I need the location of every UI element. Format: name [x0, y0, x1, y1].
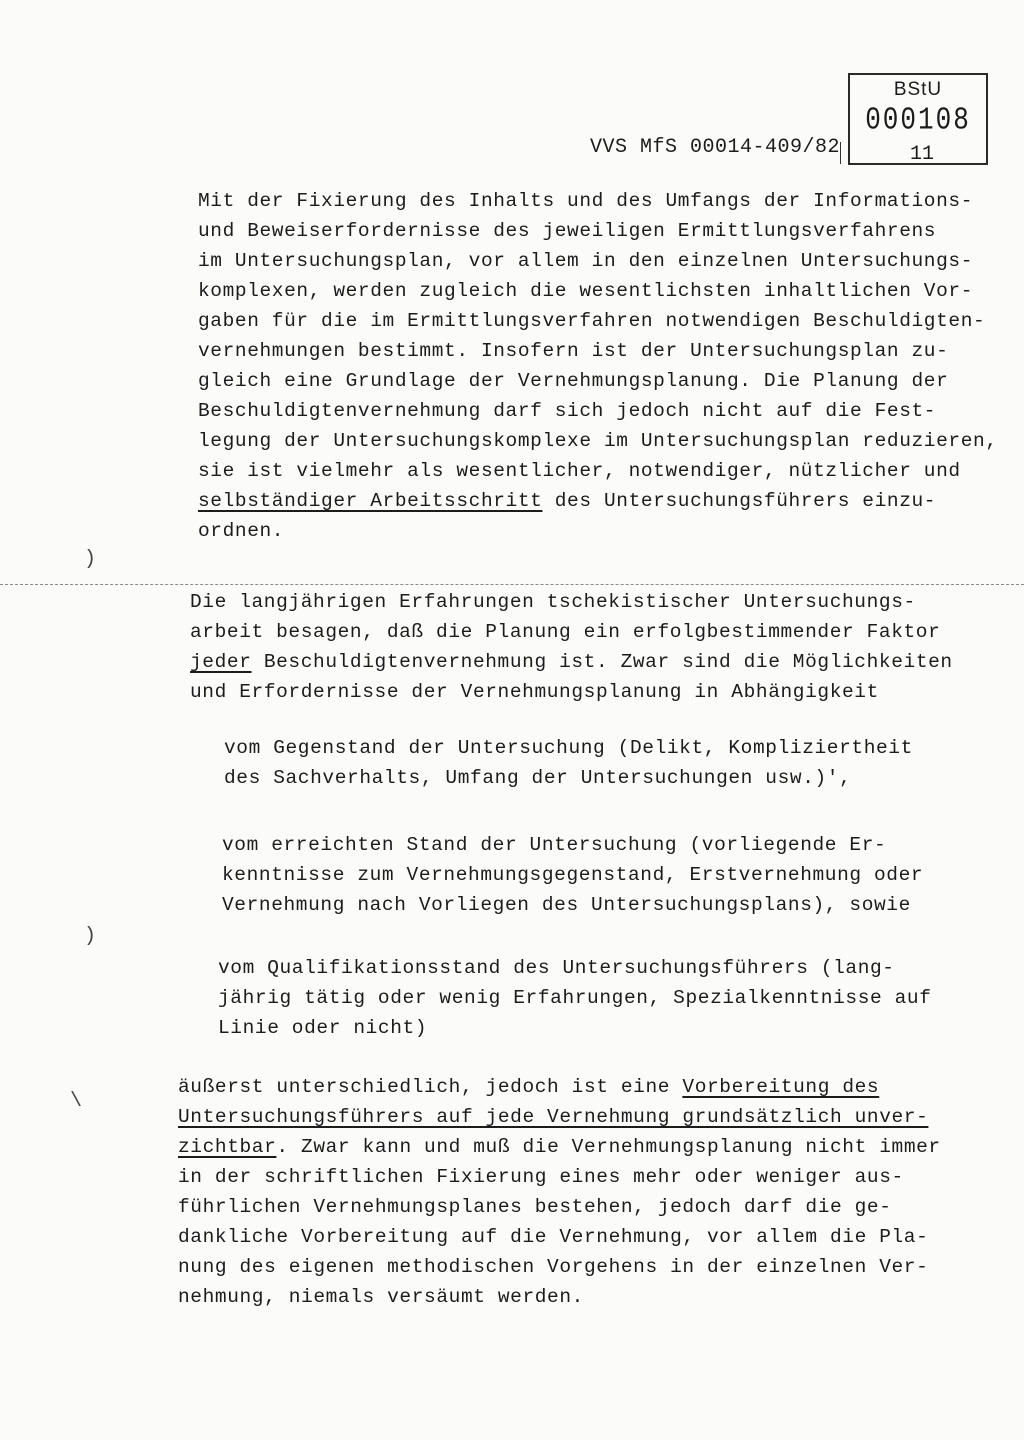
text-line: Vernehmung nach Vorliegen des Untersuchungsplans), sowie: [222, 894, 911, 916]
paragraph-1: [198, 186, 998, 546]
text-line: Beschuldigtenvernehmung ist. Zwar sind die Möglichkeiten: [251, 651, 953, 673]
list-item-1: [224, 733, 913, 793]
text-line: vernehmungen bestimmt. Insofern ist der Untersuchungsplan zu-: [198, 340, 949, 362]
text-line: des Untersuchungsführers einzu-: [542, 490, 937, 512]
text-line: . Zwar kann und muß die Vernehmungsplanung nicht immer: [276, 1136, 941, 1158]
list-item-3: [218, 953, 932, 1043]
paragraph-3: [178, 1072, 941, 1312]
text-line: führlichen Vernehmungsplanes bestehen, jedoch darf die ge-: [178, 1196, 892, 1218]
fold-line: [0, 584, 1024, 585]
text-line: jährig tätig oder wenig Erfahrungen, Spezialkenntnisse auf: [218, 987, 932, 1009]
text-line: sie ist vielmehr als wesentlicher, notwendiger, nützlicher und: [198, 460, 961, 482]
text-line: und Erfordernisse der Vernehmungsplanung in Abhängigkeit: [190, 681, 879, 703]
stamp-number: 000108: [865, 102, 971, 138]
text-line: vom Qualifikationsstand des Untersuchungsführers (lang-: [218, 957, 895, 979]
text-line: vom erreichten Stand der Untersuchung (vorliegende Er-: [222, 834, 887, 856]
text-line: Beschuldigtenvernehmung darf sich jedoch nicht auf die Fest-: [198, 400, 937, 422]
text-line: im Untersuchungsplan, vor allem in den einzelnen Untersuchungs-: [198, 250, 974, 272]
text-line: in der schriftlichen Fixierung eines mehr oder weniger aus-: [178, 1166, 904, 1188]
text-line: legung der Untersuchungskomplexe im Untersuchungsplan reduzieren,: [198, 430, 998, 452]
text-line: nehmung, niemals versäumt werden.: [178, 1286, 584, 1308]
text-line: arbeit besagen, daß die Planung ein erfolgbestimmender Faktor: [190, 621, 941, 643]
text-line: nung des eigenen methodischen Vorgehens in der einzelnen Ver-: [178, 1256, 929, 1278]
text-line: Mit der Fixierung des Inhalts und des Umfangs der Informations-: [198, 190, 974, 212]
underlined-text: selbständiger Arbeitsschritt: [198, 490, 543, 512]
underlined-text: Untersuchungsführers auf jede Vernehmung grundsätzlich unver-: [178, 1106, 929, 1128]
text-line: Die langjährigen Erfahrungen tschekistischer Untersuchungs-: [190, 591, 916, 613]
margin-mark: ): [84, 548, 97, 571]
paragraph-2: [190, 587, 953, 707]
underlined-text: Vorbereitung des: [682, 1076, 880, 1098]
margin-mark: ): [84, 925, 97, 948]
text-line: des Sachverhalts, Umfang der Untersuchungen usw.)',: [224, 767, 852, 789]
divider: [840, 142, 841, 164]
text-line: kenntnisse zum Vernehmungsgegenstand, Erstvernehmung oder: [222, 864, 924, 886]
archive-stamp: [848, 73, 988, 165]
text-line: äußerst unterschiedlich, jedoch ist eine: [178, 1076, 683, 1098]
text-line: Linie oder nicht): [218, 1017, 428, 1039]
list-item-2: [222, 830, 923, 920]
margin-mark: \: [70, 1090, 83, 1113]
underlined-text: zichtbar: [178, 1136, 277, 1158]
text-line: dankliche Vorbereitung auf die Vernehmung, vor allem die Pla-: [178, 1226, 929, 1248]
stamp-org: BStU: [893, 79, 943, 100]
underlined-text: jeder: [190, 651, 252, 673]
text-line: ordnen.: [198, 520, 285, 542]
text-line: vom Gegenstand der Untersuchung (Delikt, Kompliziertheit: [224, 737, 913, 759]
text-line: gaben für die im Ermittlungsverfahren notwendigen Beschuldigten-: [198, 310, 986, 332]
document-reference: VVS MfS 00014-409/82: [590, 136, 841, 159]
text-line: und Beweiserfordernisse des jeweiligen Ermittlungsverfahrens: [198, 220, 937, 242]
text-line: komplexen, werden zugleich die wesentlichsten inhaltlichen Vor-: [198, 280, 974, 302]
text-line: gleich eine Grundlage der Vernehmungsplanung. Die Planung der: [198, 370, 949, 392]
page-number: 11: [910, 143, 935, 166]
